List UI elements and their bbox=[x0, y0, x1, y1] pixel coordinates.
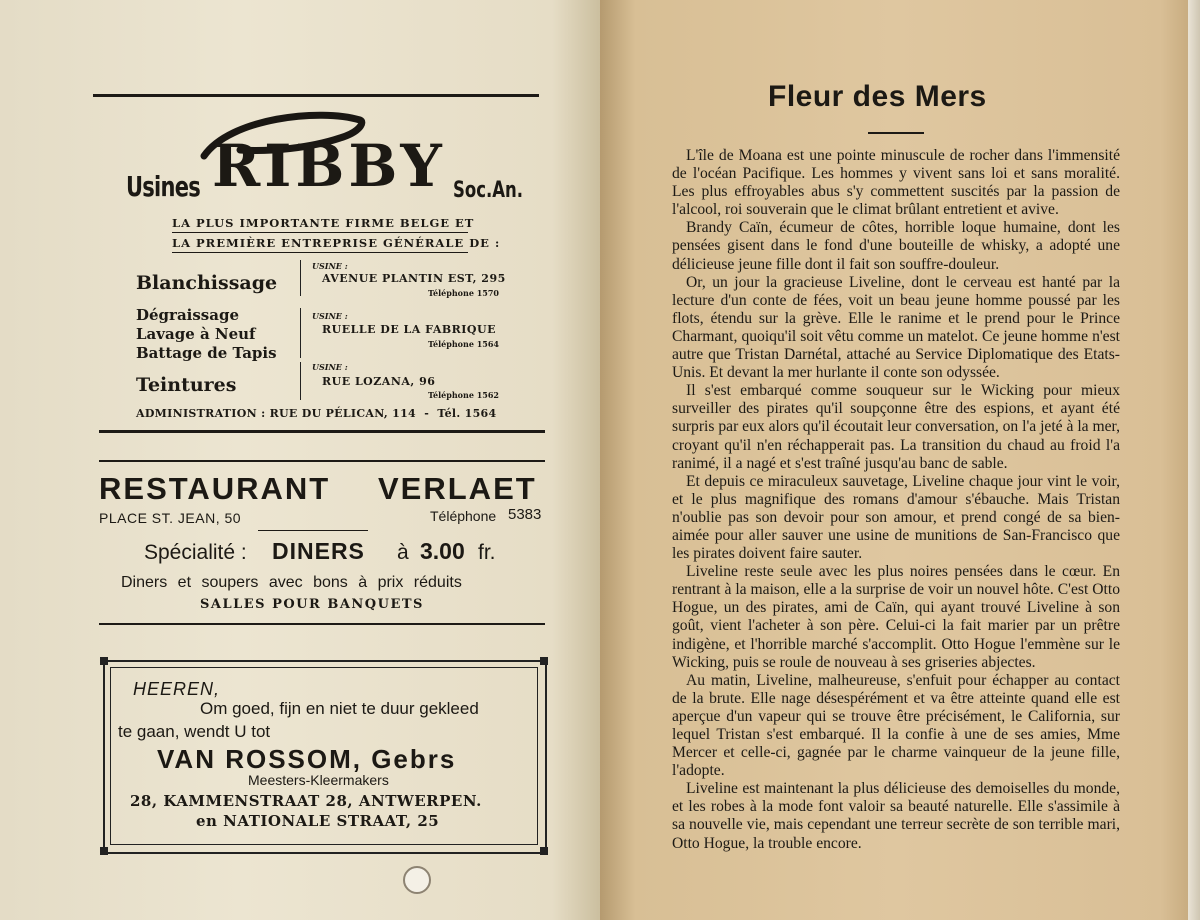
restaurant-phone-label: Téléphone bbox=[430, 508, 497, 524]
plant2-phone: Téléphone 1564 bbox=[428, 339, 499, 349]
specialite-price: 3.00 bbox=[420, 538, 465, 564]
tailor-address1: 28, KAMMENSTRAAT 28, ANTWERPEN. bbox=[130, 792, 482, 810]
restaurant-name-right: VERLAET bbox=[378, 471, 537, 506]
story-text bbox=[672, 147, 1120, 853]
plant3-phone: Téléphone 1562 bbox=[428, 390, 499, 400]
story-paragraph: Liveline reste seule avec les plus noires pensées dans le cœur. En rentrant à la maison, elle a la surprise de voir un nouvel hôte. C'est Otto Hogue, un des pirates, ami de Caïn, qui ayant trouvé Liveline à son goût, vient l'acheter à son père. Celui-ci la fait marier par un prêtre indigène, et l'horrible marché s'accomplit. Otto Hogue l'emmène sur le Wicking, puis se roule de nouveau à ses griseries abjectes. bbox=[672, 563, 1120, 671]
tailor-address2: en NATIONALE STRAAT, 25 bbox=[196, 812, 440, 830]
service-teintures: Teintures bbox=[136, 374, 237, 396]
service-degraissage: Dégraissage bbox=[136, 306, 240, 324]
ribby-bottom-rule bbox=[99, 430, 545, 433]
ribby-line2: LA PREMIÈRE ENTREPRISE GÉNÉRALE DE : bbox=[172, 236, 501, 250]
tailor-subtitle: Meesters-Kleermakers bbox=[248, 772, 389, 788]
story-paragraph: Liveline est maintenant la plus délicieuse des demoiselles du monde, et les robes à la mode font valoir sa beauté naturelle. Elle s'assimile à sa nouvelle vie, mais cependant une terreur secrète de son terrible mari, Otto Hogue, la trouble encore. bbox=[672, 780, 1120, 852]
plant1-label: USINE : bbox=[312, 261, 348, 271]
specialite-item: DINERS bbox=[272, 538, 365, 564]
title-underline bbox=[868, 132, 924, 134]
story-paragraph: L'île de Moana est une pointe minuscule de rocher dans l'immensité de l'océan Pacifique. Les hommes y vivent sans loi et sans moralité. Les plus effroyables abus s'y commettent suscités par la passion de l'alcool, roi souverain que le climat brûlant entretient et avive. bbox=[672, 147, 1120, 219]
binding-hole bbox=[403, 866, 431, 894]
tailor-name: VAN ROSSOM, Gebrs bbox=[157, 744, 457, 774]
plant2-address: RUELLE DE LA FABRIQUE bbox=[322, 323, 496, 336]
story-paragraph: Il s'est embarqué comme souqueur sur le Wicking pour mieux surveiller des pirates qu'il soupçonne être des espions, et ayant été surpris par eux alors qu'il écoutait leur conversation, on l'a jeté à la mer, croyant qu'il n'en réchapperait pas. La transition du chaud au froid l'a ranimé, il a nagé et s'est traîné jusqu'au banc de sable. bbox=[672, 382, 1120, 472]
tailor-line1: Om goed, fijn en niet te duur gekleed bbox=[200, 699, 479, 718]
ribby-underline1 bbox=[172, 232, 468, 233]
restaurant-top-rule bbox=[99, 460, 545, 462]
specialite-unit: fr. bbox=[478, 541, 496, 564]
tailor-heeren: HEEREN, bbox=[133, 679, 221, 699]
restaurant-bottom-rule bbox=[99, 623, 545, 625]
story-paragraph: Au matin, Liveline, malheureuse, s'enfuit pour échapper au contact de la brute. Elle nage désespérément et va être atteinte quand elle est aperçue d'un vapeur qui se trouve être précisément, le California, sur lequel Tristan s'est embarqué. Il la confie à une de ses amies, Mme Mercer et celle-ci, gagnée par le charme vainqueur de la jeune fille, l'adopte. bbox=[672, 671, 1120, 780]
specialite-label: Spécialité : bbox=[144, 541, 247, 564]
restaurant-phone-number: 5383 bbox=[508, 506, 542, 523]
plant2-label: USINE : bbox=[312, 311, 348, 321]
ribby-soc-an: Soc.An. bbox=[453, 178, 524, 203]
service-blanchissage: Blanchissage bbox=[136, 272, 278, 294]
story-paragraph: Et depuis ce miraculeux sauvetage, Liveline chaque jour vint le voir, et le plus magnifique des romans d'amour s'ébauche. Mais Tristan n'oublie pas son devoir pour son amour, et prend congé de sa bien-aimée pour aller sauver une usine de munitions de San-Francisco que les pirates doivent faire sauter. bbox=[672, 472, 1120, 563]
frame-corner-tr bbox=[540, 657, 548, 665]
ribby-administration: ADMINISTRATION : RUE DU PÉLICAN, 114 - Tél. 1564 bbox=[136, 407, 497, 420]
plant1-phone: Téléphone 1570 bbox=[428, 288, 499, 298]
frame-corner-tl bbox=[100, 657, 108, 665]
specialite-price-pre: à bbox=[397, 541, 409, 564]
ribby-top-rule bbox=[93, 94, 539, 97]
story-paragraph: Or, un jour la gracieuse Liveline, dont le cerveau est hanté par la lecture d'un conte de fées, voit un beau jeune homme poussé par les flots, étendu sur la grève. Elle le ranime et le prend pour le Prince Charmant, quoiqu'il soit vêtu comme un matelot. Ce jeune homme n'est autre que Tristan Darnétal, attaché au Service Diplomatique des Etats-Unis. Et devant la mer hurlante il conte son odyssée. bbox=[672, 273, 1120, 382]
plant3-address: RUE LOZANA, 96 bbox=[322, 375, 436, 388]
service-lavage: Lavage à Neuf bbox=[136, 325, 256, 343]
plant3-label: USINE : bbox=[312, 362, 348, 372]
ribby-line1: LA PLUS IMPORTANTE FIRME BELGE ET bbox=[172, 216, 475, 230]
plant-brace-1 bbox=[300, 260, 301, 296]
frame-corner-br bbox=[540, 847, 548, 855]
plant-brace-3 bbox=[300, 362, 301, 400]
ribby-usines: Usines bbox=[126, 170, 200, 203]
story-paragraph: Brandy Caïn, écumeur de côtes, horrible loque humaine, dont les pensées gisent dans le fond d'une bouteille de whisky, a adopté une délicieuse jeune fille dont il fait son souffre-douleur. bbox=[672, 219, 1120, 273]
story-title: Fleur des Mers bbox=[768, 80, 987, 113]
restaurant-address: PLACE ST. JEAN, 50 bbox=[99, 510, 242, 526]
ribby-underline2 bbox=[172, 252, 468, 253]
ribby-brand-logo: RIBBY bbox=[212, 132, 446, 200]
restaurant-offer: Diners et soupers avec bons à prix réduits bbox=[121, 574, 462, 591]
plant1-address: AVENUE PLANTIN EST, 295 bbox=[322, 272, 506, 285]
tailor-line2: te gaan, wendt U tot bbox=[118, 722, 271, 741]
plant-brace-2 bbox=[300, 308, 301, 358]
restaurant-short-rule bbox=[258, 530, 368, 531]
restaurant-name-left: RESTAURANT bbox=[99, 471, 331, 506]
frame-corner-bl bbox=[100, 847, 108, 855]
page-edge bbox=[1188, 0, 1200, 920]
service-battage: Battage de Tapis bbox=[136, 344, 277, 362]
restaurant-banquets: SALLES POUR BANQUETS bbox=[200, 597, 424, 612]
